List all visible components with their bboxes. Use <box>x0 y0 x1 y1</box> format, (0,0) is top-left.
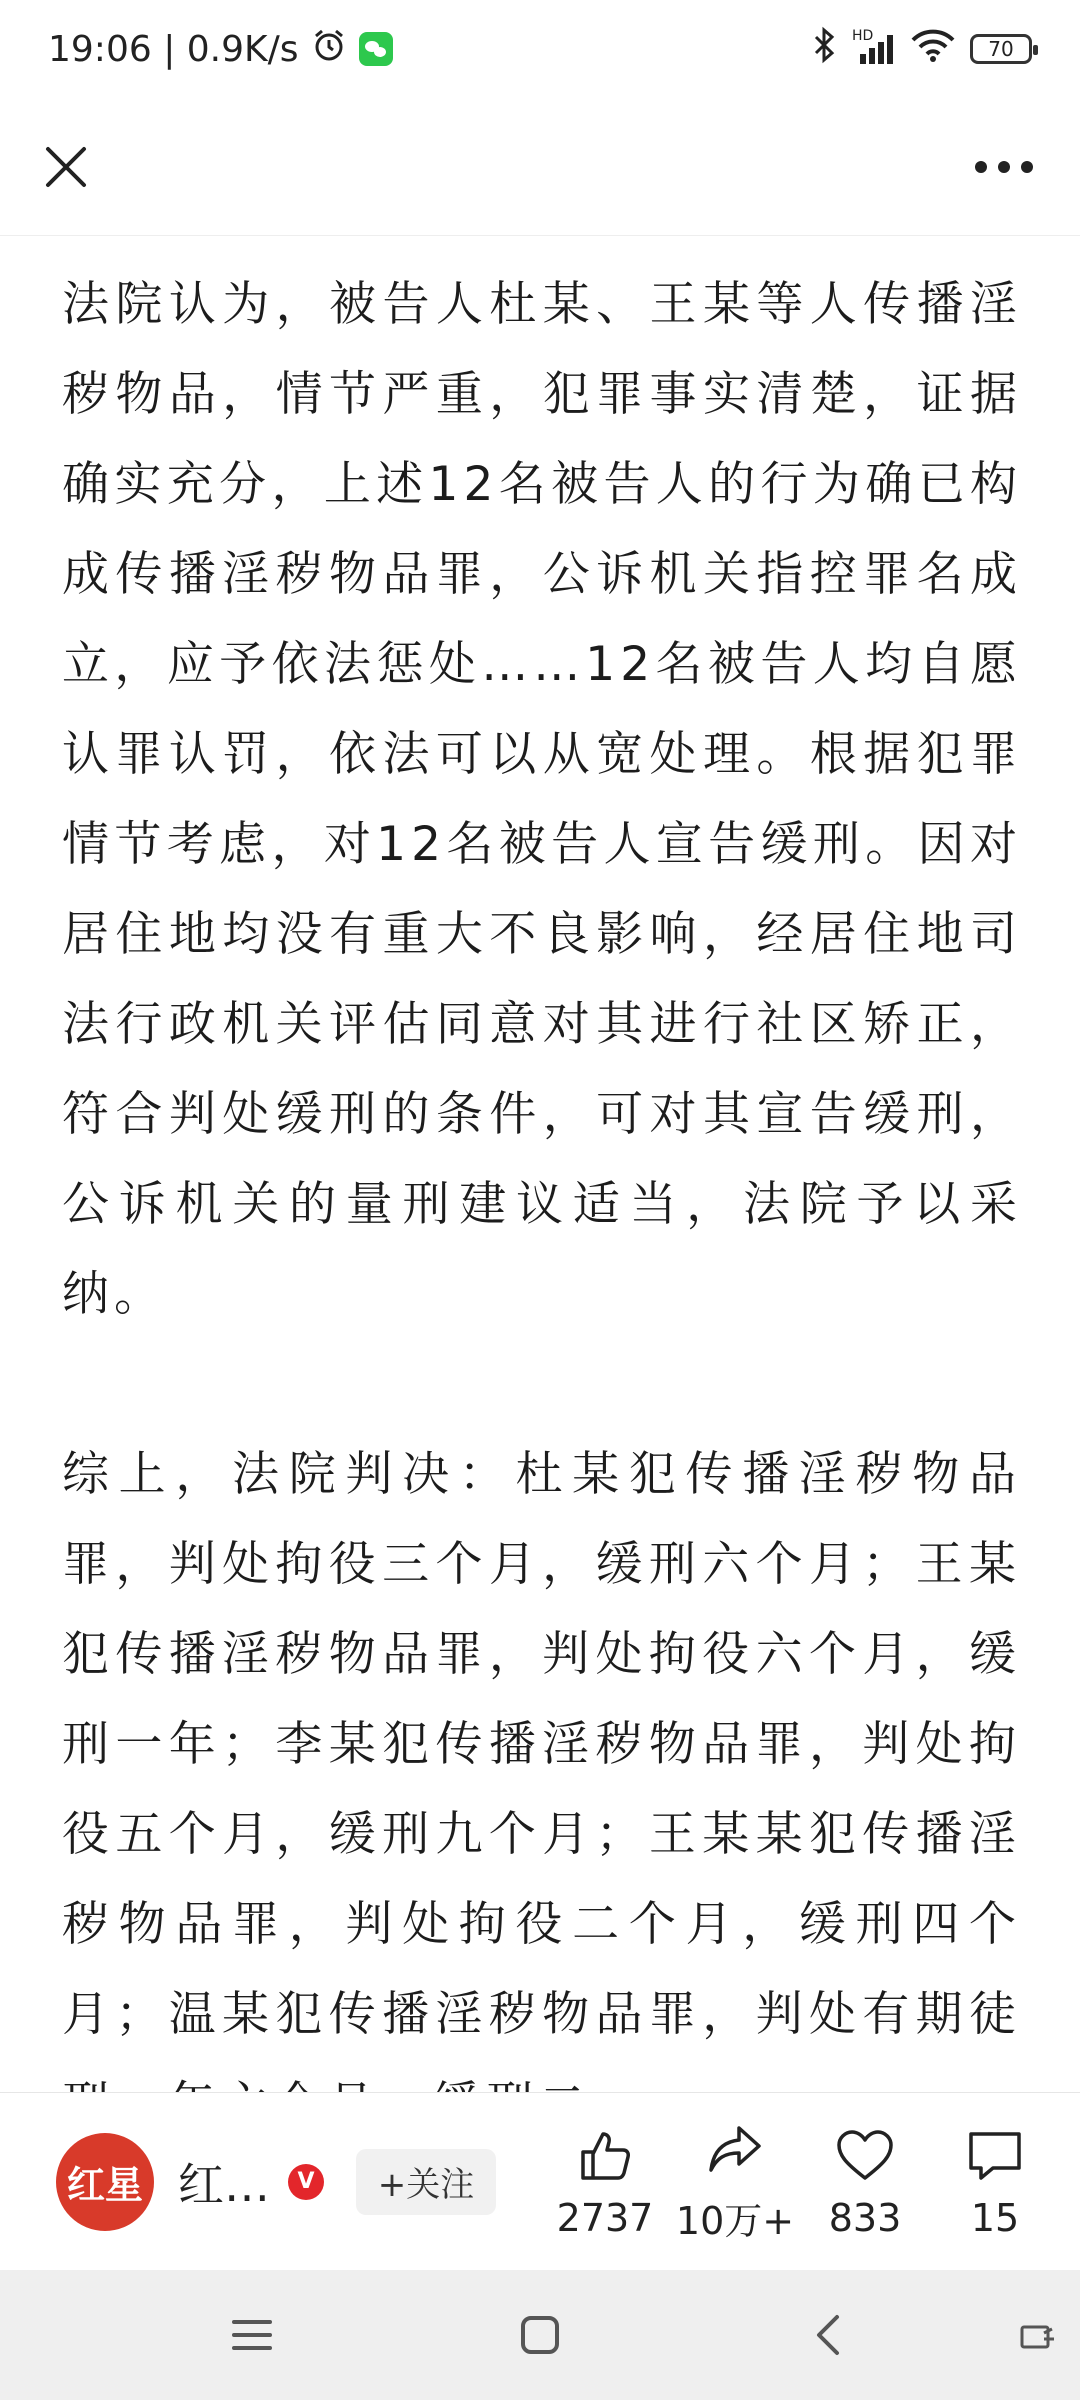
comment-count: 15 <box>970 2195 1020 2240</box>
article-paragraph-2: 综上，法院判决：杜某犯传播淫秽物品罪，判处拘役三个月，缓刑六个月；王某犯传播淫秽物品罪，判处拘役六个月，缓刑一年；李某犯传播淫秽物品罪，判处拘役五个月，缓刑九个月；王某某犯传播淫秽物品罪，判处拘役二个月，缓刑四个月；温某犯传播淫秽物品罪，判处有期徒 <box>62 1447 1022 2042</box>
article-body <box>62 236 1022 2092</box>
favorite-button[interactable] <box>800 2124 930 2240</box>
comment-button[interactable] <box>930 2124 1060 2240</box>
share-count: 10万+ <box>675 2199 795 2243</box>
action-stats <box>540 2118 1060 2245</box>
status-right <box>812 27 1032 72</box>
comment-icon <box>963 2124 1027 2188</box>
favorite-count: 833 <box>828 2195 902 2240</box>
alarm-icon <box>311 27 347 72</box>
top-nav <box>0 98 1080 236</box>
battery-icon: 70 <box>970 34 1032 64</box>
status-bar <box>0 0 1080 98</box>
follow-button[interactable]: +关注 <box>356 2149 496 2215</box>
system-nav-bar <box>0 2270 1080 2400</box>
verified-badge-icon: V <box>288 2164 324 2200</box>
signal-icon <box>852 28 896 66</box>
back-chevron-icon <box>813 2313 843 2357</box>
back-button[interactable] <box>798 2305 858 2365</box>
status-left <box>48 27 393 72</box>
menu-icon <box>232 2318 272 2352</box>
author-name[interactable]: 红… <box>178 2157 270 2212</box>
close-button[interactable] <box>36 137 96 197</box>
article-paragraph-1: 法院认为，被告人杜某、王某等人传播淫秽物品，情节严重，犯罪事实清楚，证据确实充分，上述12名被告人的行为确已构成传播淫秽物品罪，公诉机关指控罪名成立，应予依法惩处……12名被告人均自愿认罪认罚，依法可以从宽处理。根据犯罪情节考虑，对12名被告人宣告缓刑。因对居住地均没有重大不良影响，经居住地司法行政机关评估同意对其进行社区矫正，符合判处缓刑的条件，可对其宣告缓刑，公诉机关的量刑建议适当，法院予以采纳。 <box>62 277 1022 1322</box>
status-time-speed: 19:06 | 0.9K/s <box>48 28 299 70</box>
like-count: 2737 <box>556 2195 654 2240</box>
thumbs-up-icon <box>573 2124 637 2188</box>
hd-label: HD <box>852 28 874 44</box>
bluetooth-icon <box>812 27 838 72</box>
heart-icon <box>833 2124 897 2188</box>
share-button[interactable] <box>670 2118 800 2245</box>
feedback-icon[interactable] <box>1020 2325 1056 2353</box>
more-button[interactable] <box>964 137 1044 197</box>
wifi-icon <box>910 28 956 71</box>
close-icon <box>42 143 90 191</box>
action-bar <box>0 2092 1080 2270</box>
home-button[interactable] <box>510 2305 570 2365</box>
wechat-icon <box>359 32 393 66</box>
recent-apps-button[interactable] <box>222 2305 282 2365</box>
more-icon <box>974 160 1034 174</box>
author-avatar[interactable]: 红星 <box>56 2133 154 2231</box>
share-icon <box>703 2118 767 2182</box>
like-button[interactable] <box>540 2124 670 2240</box>
home-square-icon <box>520 2315 560 2355</box>
